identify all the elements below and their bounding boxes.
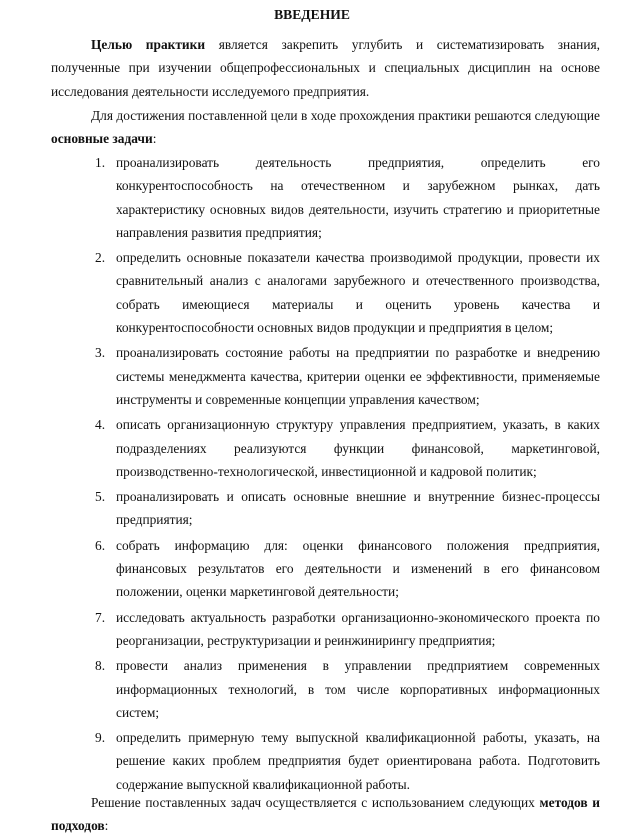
intro-text: является закрепить углубить и систематизировать знания, полученные при изучении общепрофессиональных и специальных дисциплин на основе исследования деятельности исследуемого предприятия. <box>51 37 600 99</box>
list-item <box>0 654 624 724</box>
list-item-text: определить основные показатели качества производимой продукции, провести их сравнительный анализ с аналогами зарубежного и отечественного производства, собрать имеющиеся материалы и оценить уровень качества и конкурентоспособности основных видов продукции и предприятия в целом; <box>116 250 600 336</box>
list-item-number: 4. <box>95 417 106 433</box>
list-item <box>0 246 624 339</box>
list-item <box>0 341 624 411</box>
tasks-intro-paragraph <box>51 104 600 151</box>
list-item-number: 3. <box>95 345 106 361</box>
list-item-number: 9. <box>95 730 106 746</box>
tasks-intro-tail: : <box>152 131 157 147</box>
tasks-list <box>0 151 624 796</box>
list-item-text: проанализировать деятельность предприятия, определить его конкурентоспособность на отечественном и зарубежном рынках, дать характеристику основных видов деятельности, изучить стратегию и приоритетные направления развития предприятия; <box>116 155 600 240</box>
methods-intro-bold: методов и подходов <box>51 795 600 834</box>
page-title: ВВЕДЕНИЕ <box>274 7 350 22</box>
list-item-text: исследовать актуальность разработки организационно-экономического проекта по реорганизации, реструктуризации и реинжинирингу предприятия; <box>116 609 600 648</box>
list-item-number: 8. <box>95 658 106 674</box>
methods-intro-paragraph <box>51 791 600 838</box>
list-item-text: определить примерную тему выпускной квалификационной работы, указать, на решение каких проблем предприятия будет ориентирована работа. Подготовить содержание выпускной квалификационной работы. <box>116 730 600 792</box>
list-item-text: провести анализ применения в управлении предприятием современных информационных технологий, в том числе корпоративных информационных систем; <box>116 658 600 720</box>
intro-paragraph <box>51 33 600 103</box>
list-item-number: 7. <box>95 609 106 625</box>
intro-bold-lead: Целью практики <box>91 37 206 52</box>
list-item <box>0 726 624 796</box>
tasks-intro-bold: основные задачи <box>51 131 153 147</box>
methods-intro-text: Решение поставленных задач осуществляется с использованием следующих <box>91 795 540 810</box>
list-item-number: 1. <box>95 155 106 170</box>
list-item <box>0 534 624 604</box>
list-item-text: описать организационную структуру управления предприятием, указать, в каких подразделениях реализуются функции финансовой, маркетинговой, производственно-технологической, инвестиционной и кадровой политик; <box>116 417 600 479</box>
list-item <box>0 151 624 244</box>
list-item-number: 5. <box>95 489 106 505</box>
list-item-number: 2. <box>95 250 106 266</box>
tasks-intro-text: Для достижения поставленной цели в ходе прохождения практики решаются следующие <box>91 108 600 123</box>
list-item <box>0 485 624 532</box>
list-item <box>0 413 624 483</box>
list-item-number: 6. <box>95 537 106 553</box>
list-item-text: проанализировать состояние работы на предприятии по разработке и внедрению системы менеджмента качества, критерии оценки ее эффективности, применяемые инструменты и современные концепции управления качеством; <box>116 345 600 407</box>
list-item <box>0 606 624 653</box>
methods-intro-tail: : <box>104 818 109 834</box>
list-item-text: собрать информацию для: оценки финансового положения предприятия, финансовых результатов его деятельности и изменений в его финансовом положении, оценки маркетинговой деятельности; <box>116 537 600 600</box>
list-item-text: проанализировать и описать основные внешние и внутренние бизнес-процессы предприятия; <box>116 489 600 528</box>
